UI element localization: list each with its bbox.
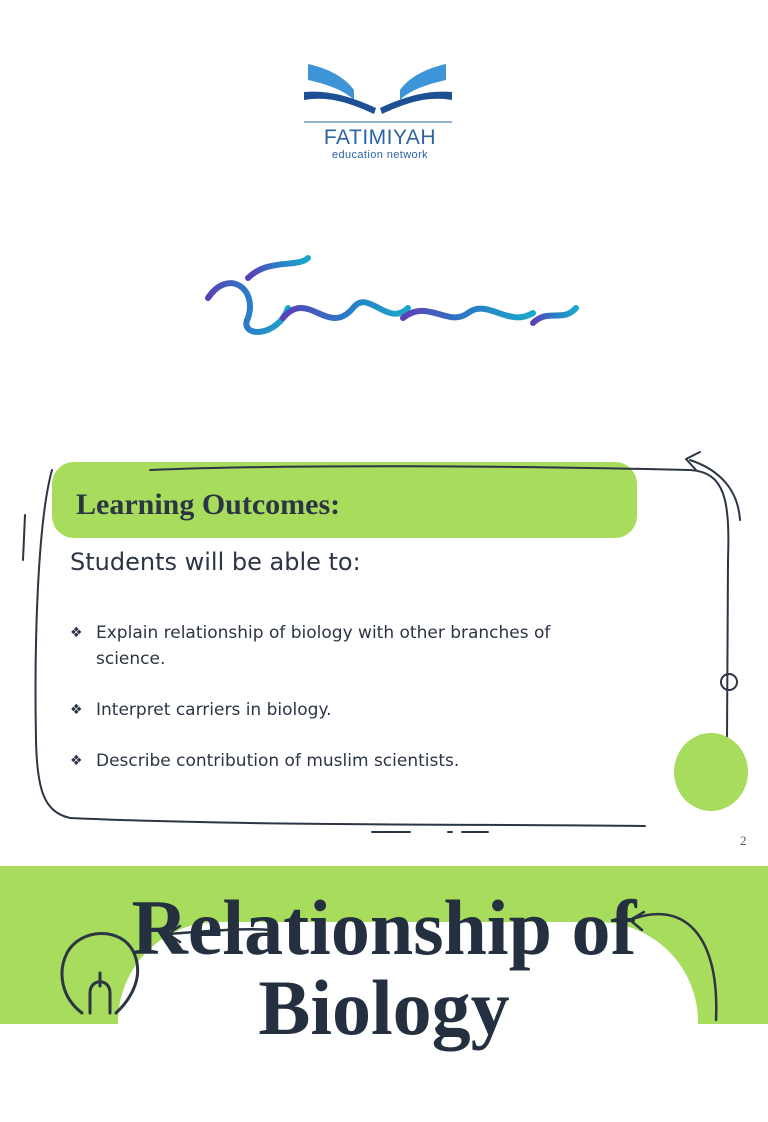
list-item-text: Interpret carriers in biology.: [96, 700, 332, 720]
list-item-text: Explain relationship of biology with other branches of science.: [96, 623, 551, 669]
learning-outcomes-heading: Learning Outcomes:: [76, 488, 341, 521]
page-number: 2: [740, 833, 747, 848]
list-item-text: Describe contribution of muslim scientists.: [96, 751, 460, 771]
list-item: [70, 620, 616, 672]
diamond-bullet-icon: ❖: [70, 625, 83, 641]
bismillah-calligraphy: [188, 228, 588, 378]
list-item: [70, 748, 616, 774]
slide-2-title: Relationship of Biology: [131, 884, 637, 1051]
diamond-bullet-icon: ❖: [70, 753, 83, 769]
list-item: [70, 697, 616, 723]
intro-text: Students will be able to:: [70, 548, 361, 576]
logo-subtitle: education network: [331, 149, 429, 161]
logo-name: FATIMIYAH: [323, 126, 437, 149]
decorative-circle: [674, 733, 748, 811]
diamond-bullet-icon: ❖: [70, 702, 83, 718]
